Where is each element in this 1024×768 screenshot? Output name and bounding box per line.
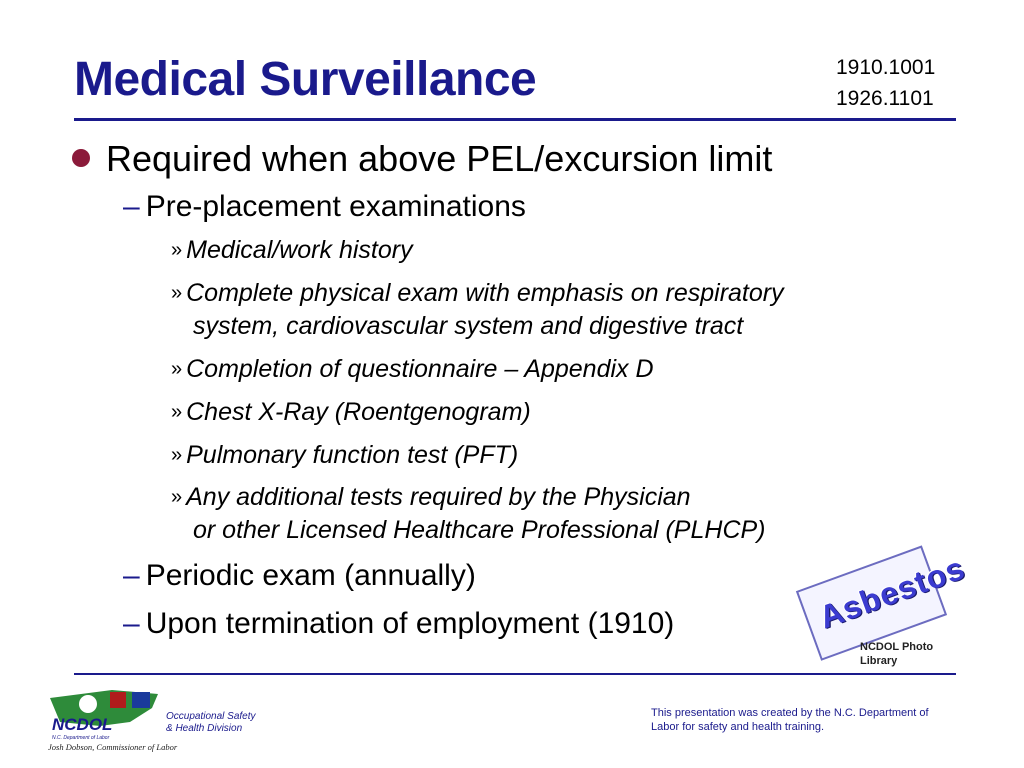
photo-caption-line2: Library bbox=[860, 655, 898, 667]
standard-code-construction: 1926.1101 bbox=[836, 87, 934, 110]
list-item-text: Chest X-Ray (Roentgenogram) bbox=[186, 398, 531, 426]
footer-divider bbox=[74, 673, 956, 675]
standard-codes bbox=[836, 52, 935, 114]
stamp-text: Asbestos bbox=[814, 549, 970, 636]
chevron-double-right-icon: » bbox=[171, 486, 183, 508]
sub-bullet-periodic bbox=[123, 559, 476, 593]
bullet-required-text: Required when above PEL/excursion limit bbox=[106, 138, 773, 179]
commissioner-name: Josh Dobson, Commissioner of Labor bbox=[48, 742, 178, 752]
list-item bbox=[171, 396, 531, 429]
list-item bbox=[171, 439, 518, 472]
sub-bullet-termination-text: Upon termination of employment (1910) bbox=[145, 607, 675, 640]
list-item bbox=[171, 481, 766, 547]
chevron-double-right-icon: » bbox=[171, 239, 183, 261]
division-line2: & Health Division bbox=[166, 723, 243, 734]
sub-bullet-preplacement bbox=[123, 190, 526, 224]
dash-icon: – bbox=[123, 190, 140, 223]
list-item-text: Complete physical exam with emphasis on respiratory bbox=[186, 279, 784, 307]
slide-title: Medical Surveillance bbox=[74, 53, 537, 106]
dash-icon: – bbox=[123, 607, 140, 640]
bullet-dot-icon bbox=[72, 149, 90, 167]
list-item-text-continued: system, cardiovascular system and digestive tract bbox=[193, 312, 744, 340]
sub-bullet-preplacement-text: Pre-placement examinations bbox=[145, 190, 526, 223]
list-item bbox=[171, 353, 654, 386]
list-item bbox=[171, 277, 784, 343]
sub-bullet-periodic-text: Periodic exam (annually) bbox=[145, 559, 476, 592]
family-emblem-icon bbox=[110, 692, 126, 708]
sub-bullet-termination bbox=[123, 607, 674, 641]
list-item-text-continued: or other Licensed Healthcare Professional (PLHCP) bbox=[193, 516, 766, 544]
chevron-double-right-icon: » bbox=[171, 358, 183, 380]
chevron-double-right-icon: » bbox=[171, 401, 183, 423]
logo-subtext: N.C. Department of Labor bbox=[52, 735, 110, 741]
list-item-text: Pulmonary function test (PFT) bbox=[186, 441, 519, 469]
hardhat-emblem-icon bbox=[79, 695, 97, 713]
list-item-text: Completion of questionnaire – Appendix D bbox=[186, 355, 654, 383]
division-line1: Occupational Safety bbox=[166, 711, 256, 722]
list-item-text: Any additional tests required by the Physician bbox=[186, 483, 691, 511]
logo-text: NCDOL bbox=[52, 715, 113, 734]
title-divider bbox=[74, 118, 956, 121]
graduate-emblem-icon bbox=[132, 692, 150, 708]
footer-note: This presentation was created by the N.C. Department of Labor for safety and health training. bbox=[651, 707, 929, 733]
chevron-double-right-icon: » bbox=[171, 444, 183, 466]
list-item-text: Medical/work history bbox=[186, 236, 413, 264]
bullet-required bbox=[72, 138, 772, 180]
photo-caption-line1: NCDOL Photo bbox=[860, 641, 934, 653]
standard-code-general: 1910.1001 bbox=[836, 56, 936, 79]
dash-icon: – bbox=[123, 559, 140, 592]
ncdol-logo bbox=[40, 686, 300, 756]
list-item bbox=[171, 234, 413, 267]
chevron-double-right-icon: » bbox=[171, 282, 183, 304]
photo-caption bbox=[860, 640, 933, 668]
